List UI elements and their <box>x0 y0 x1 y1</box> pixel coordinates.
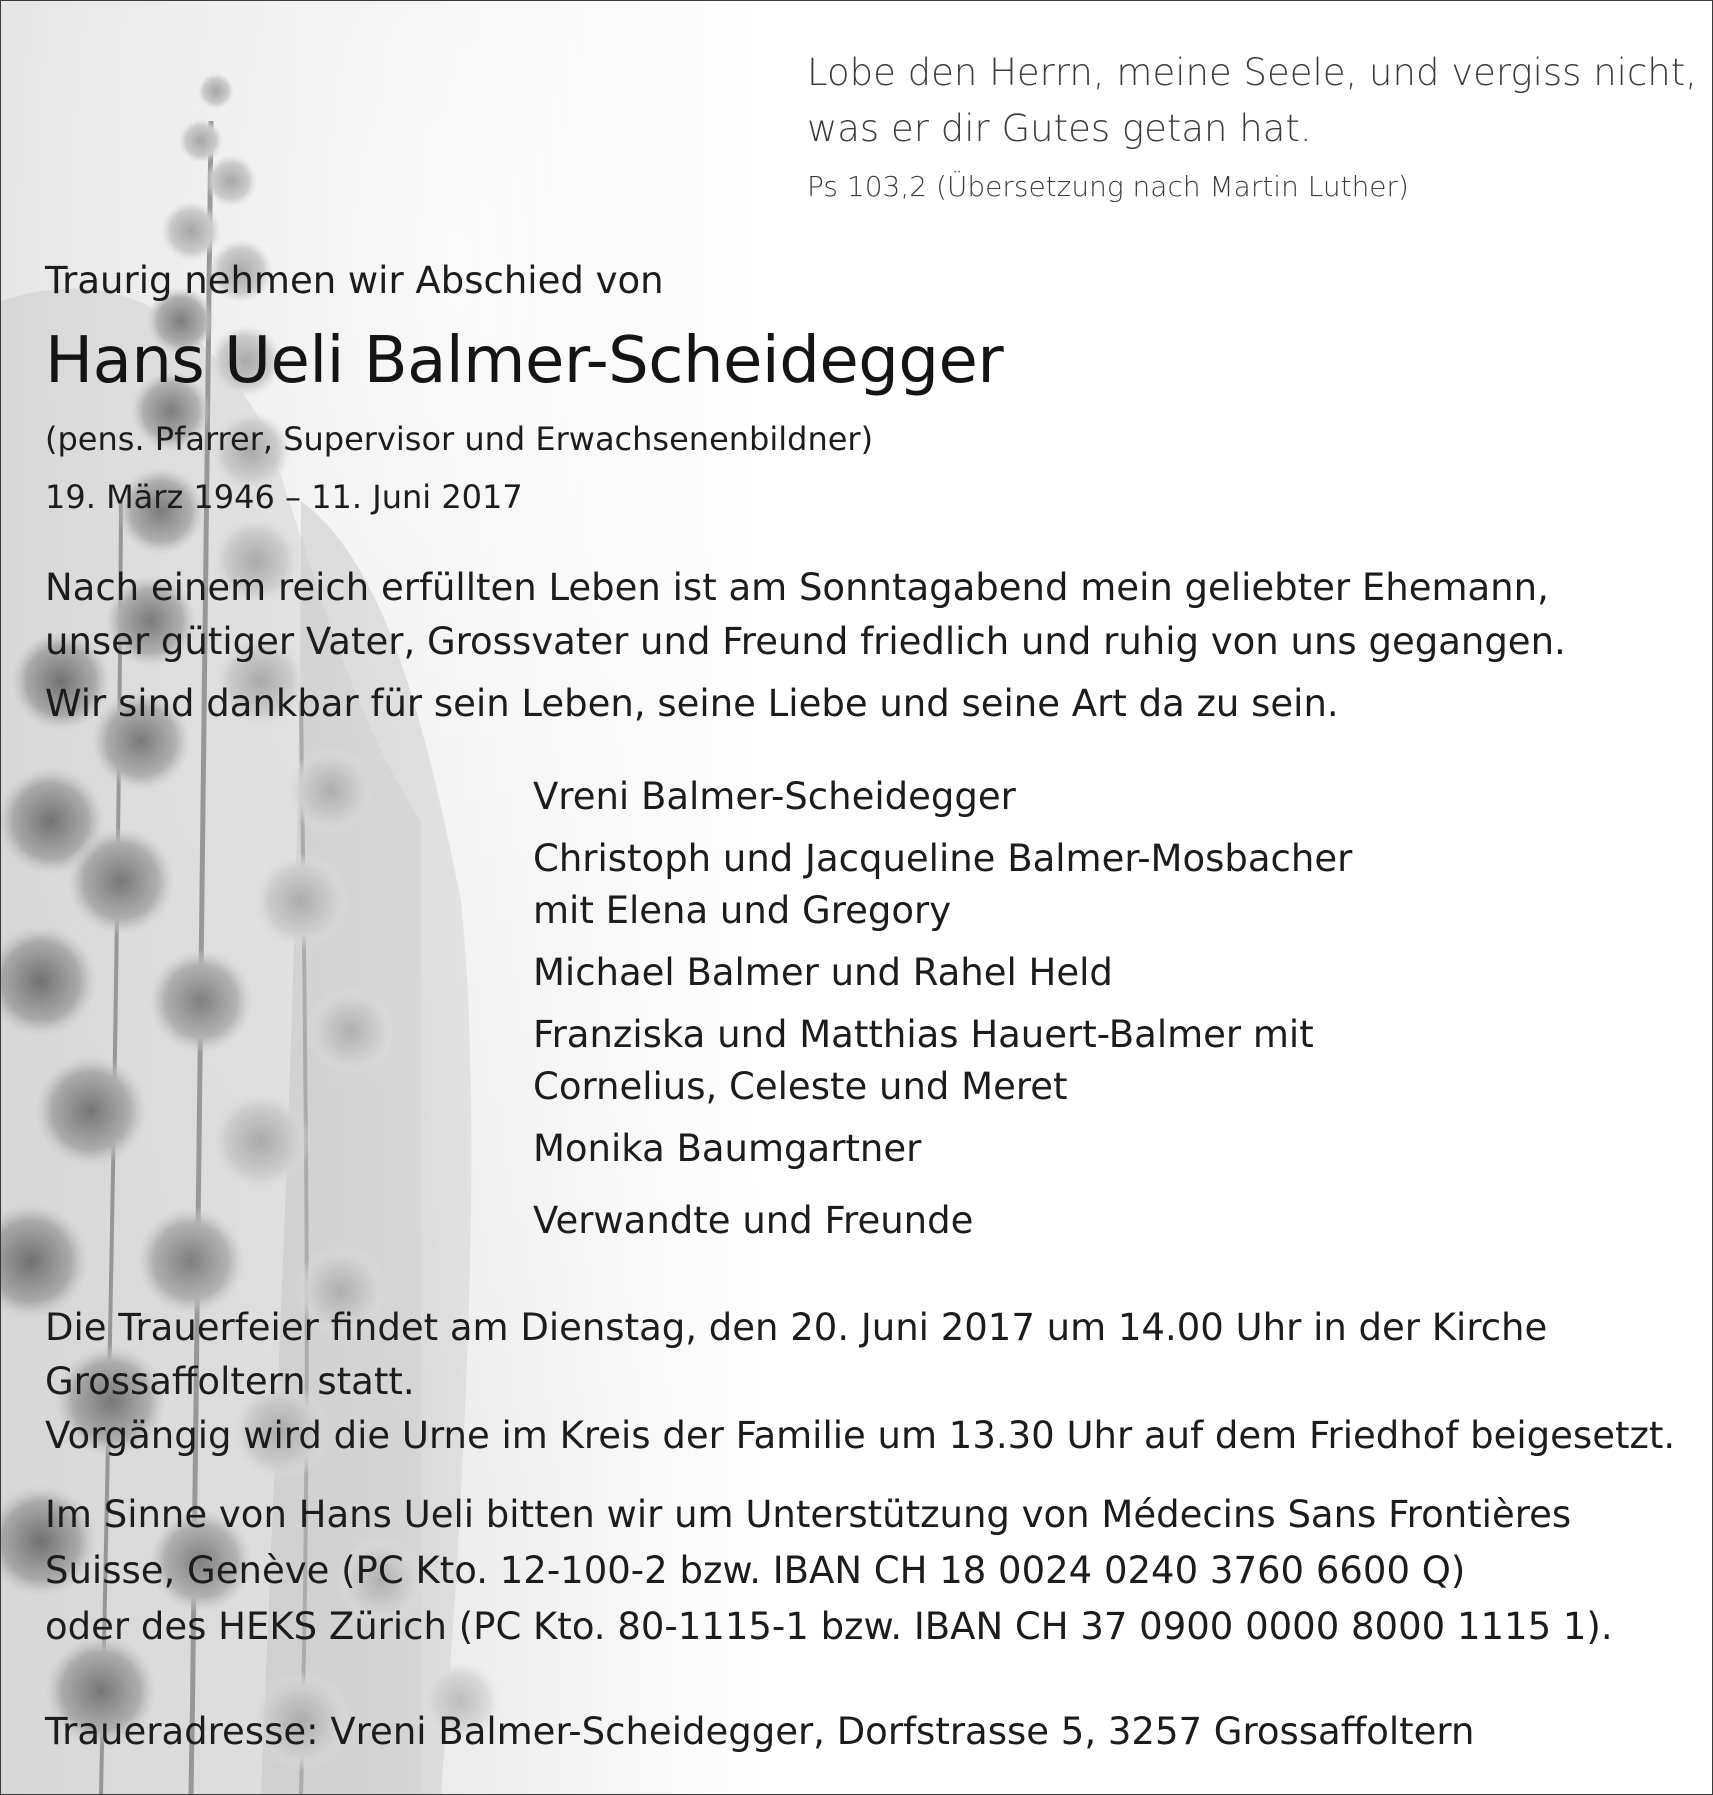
message-line-2: unser gütiger Vater, Grossvater und Freund friedlich und ruhig von uns gegangen. <box>45 620 1566 663</box>
survivor-entry: Christoph und Jacqueline Balmer-Mosbacher <box>533 837 1353 880</box>
deceased-name: Hans Ueli Balmer-Scheidegger <box>45 324 1004 398</box>
intro-text: Traurig nehmen wir Abschied von <box>45 259 664 302</box>
survivor-entry: Franziska und Matthias Hauert-Balmer mit <box>533 1013 1314 1056</box>
life-dates: 19. März 1946 – 11. Juni 2017 <box>45 478 523 516</box>
deceased-occupation: (pens. Pfarrer, Supervisor und Erwachsenenbildner) <box>45 420 874 458</box>
survivor-entry: Cornelius, Celeste und Meret <box>533 1065 1068 1108</box>
service-line-2: Grossaffoltern statt. <box>45 1360 415 1403</box>
bible-verse <box>807 45 1698 205</box>
donation-request <box>45 1487 1613 1655</box>
survivors-list <box>533 771 1352 1247</box>
donation-line-3: oder des HEKS Zürich (PC Kto. 80-1115-1 bzw. IBAN CH 37 0900 0000 8000 1115 1). <box>45 1605 1613 1648</box>
verse-line-2: was er dir Gutes getan hat. <box>807 107 1312 150</box>
survivor-entry: mit Elena und Gregory <box>533 889 952 932</box>
verse-line-1: Lobe den Herrn, meine Seele, und vergiss nicht, <box>807 51 1698 94</box>
message-line-1: Nach einem reich erfüllten Leben ist am Sonntagabend mein geliebter Ehemann, <box>45 566 1549 609</box>
service-line-3: Vorgängig wird die Urne im Kreis der Familie um 13.30 Uhr auf dem Friedhof beigesetzt. <box>45 1414 1676 1457</box>
survivor-entry: Monika Baumgartner <box>533 1127 922 1170</box>
survivor-entry: Michael Balmer und Rahel Held <box>533 951 1113 994</box>
message-line-3: Wir sind dankbar für sein Leben, seine Liebe und seine Art da zu sein. <box>45 682 1339 725</box>
verse-reference: Ps 103,2 (Übersetzung nach Martin Luther) <box>807 170 1409 203</box>
donation-line-2: Suisse, Genève (PC Kto. 12-100-2 bzw. IBAN CH 18 0024 0240 3760 6600 Q) <box>45 1549 1466 1592</box>
funeral-service-info <box>45 1301 1675 1463</box>
donation-line-1: Im Sinne von Hans Ueli bitten wir um Unterstützung von Médecins Sans Frontières <box>45 1493 1572 1536</box>
mourning-address: Traueradresse: Vreni Balmer-Scheidegger, Dorfstrasse 5, 3257 Grossaffoltern <box>45 1710 1475 1753</box>
survivor-entry: Vreni Balmer-Scheidegger <box>533 775 1016 818</box>
service-line-1: Die Trauerfeier findet am Dienstag, den 20. Juni 2017 um 14.00 Uhr in der Kirche <box>45 1306 1548 1349</box>
survivor-entry: Verwandte und Freunde <box>533 1199 974 1242</box>
